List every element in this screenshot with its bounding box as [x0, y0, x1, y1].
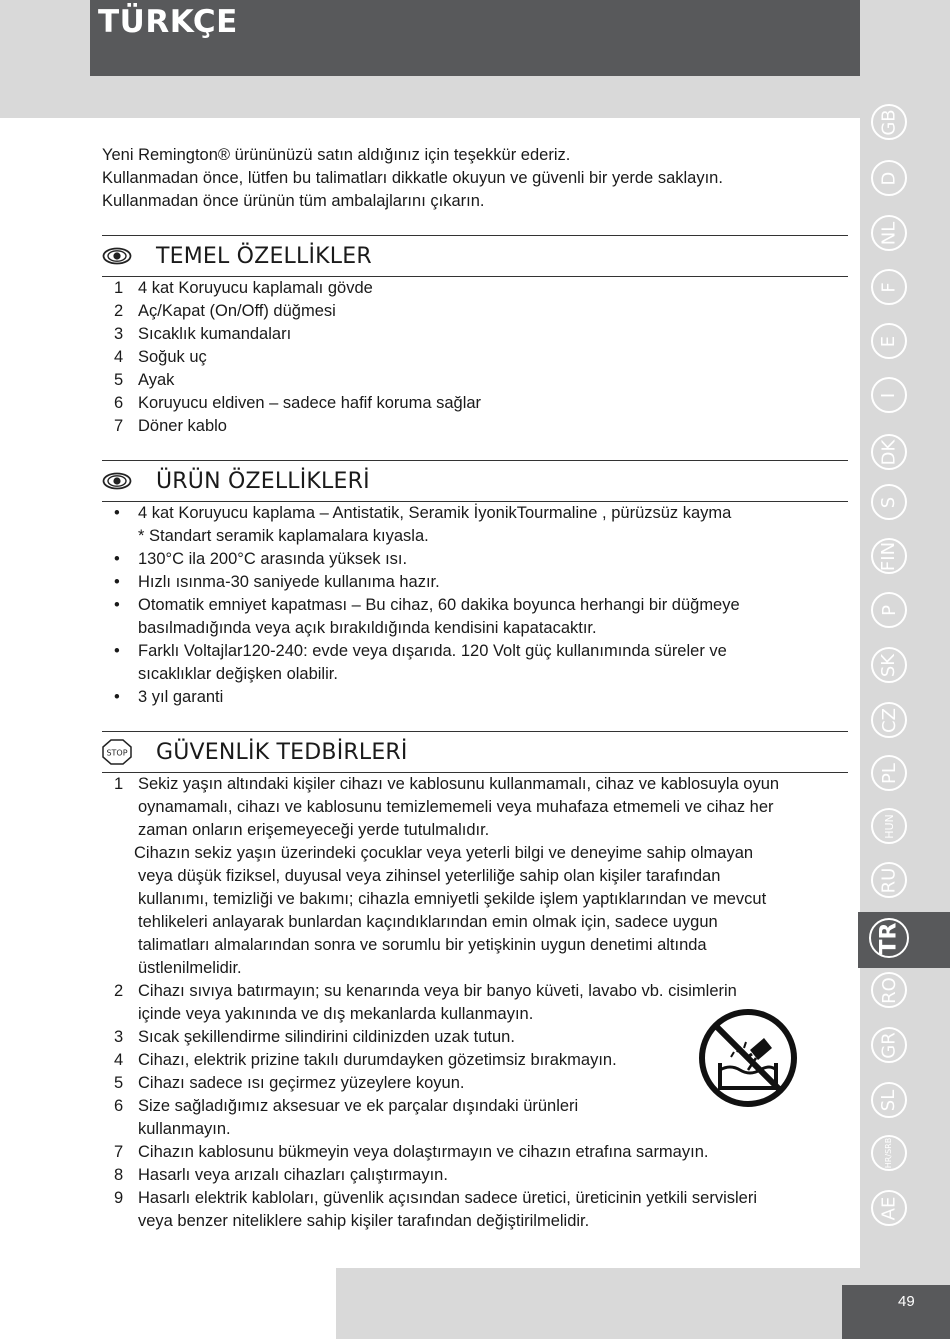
list-item: 5 Cihazı sadece ısı geçirmez yüzeylere koyun.: [114, 1074, 465, 1092]
safety-paragraph: Cihazın sekiz yaşın üzerindeki çocuklar veya yeterli bilgi ve deneyime sahip olmayan veya düşük fiziksel, duyusal veya zihinsel yeterliliğe sahip olan kişiler tarafından kullanımı, temizliği ve bakımı; cihazla emniyetli şekilde işlem yaptıklarından ve mevcut tehlikeleri anlayarak bunlardan kaçındıklarından emin olmak için, sadece uygun talimatları almalarından sonra ve sorumlu bir yetişkinin uygun denetimi altında üstlenilmelidir.: [134, 844, 767, 977]
lang-tab-nl[interactable]: NL: [871, 215, 907, 251]
list-item: 1 Sekiz yaşın altındaki kişiler cihazı ve kablosunu kullanmamalı, cihaz ve kablosuyla oyun oynamamalı, cihazı ve kablosunu temizlememeli veya muhafaza etmemeli ve cihaz her zaman onların erişemeyeceği yerde tutulmalıdır.: [114, 775, 780, 839]
header-bar: [90, 0, 860, 76]
lang-tab-fin[interactable]: FIN: [871, 538, 907, 574]
intro-text: [102, 144, 848, 213]
lang-tab-ru[interactable]: RU: [871, 862, 907, 898]
section-header: [102, 731, 848, 773]
page-title: TÜRKÇE: [98, 4, 238, 40]
list-item: • Hızlı ısınma-30 saniyede kullanıma hazır.: [102, 571, 848, 594]
lang-tab-ro[interactable]: RO: [871, 972, 907, 1008]
list-item: 9 Hasarlı elektrik kabloları, güvenlik açısından sadece üretici, üreticinin yetkili servisleri veya benzer niteliklere sahip kişiler tarafından değiştirilmelidir.: [114, 1189, 758, 1230]
list-item: 2 Cihazı sıvıya batırmayın; su kenarında veya bir banyo küveti, lavabo vb. cisimlerin içinde veya yakınında ve dış mekanlarda kullanmayın.: [114, 982, 737, 1023]
lang-tab-hun[interactable]: HUN: [871, 808, 907, 844]
lang-tab-dk[interactable]: DK: [871, 434, 907, 470]
stop-sign-icon: [102, 739, 134, 765]
section-title: TEMEL ÖZELLİKLER: [156, 243, 372, 269]
lang-tab-pl[interactable]: PL: [871, 755, 907, 791]
section-header: [102, 235, 848, 277]
list-item: • Farklı Voltajlar120-240: evde veya dışarıda. 120 Volt güç kullanımında süreler ve sıcaklıklar değişken olabilir.: [102, 640, 848, 686]
list-item: 3 Sıcak şekillendirme silindirini cildinizden uzak tutun.: [114, 1028, 515, 1046]
lang-tab-ae[interactable]: AE: [871, 1190, 907, 1226]
section-header: [102, 460, 848, 502]
list-item: 4 Soğuk uç: [114, 348, 207, 366]
page-number: 49: [898, 1293, 915, 1310]
lang-tab-gr[interactable]: GR: [871, 1027, 907, 1063]
list-item: 3 Sıcaklık kumandaları: [114, 325, 292, 343]
eye-icon: [102, 468, 134, 494]
section-key-features: [102, 235, 848, 438]
features-list: [102, 277, 848, 438]
lang-tab-p[interactable]: P: [871, 592, 907, 628]
product-features-list: [102, 502, 848, 709]
svg-text:STOP: STOP: [106, 748, 128, 758]
language-tabs: [858, 100, 920, 1240]
page-bottom-margin: [0, 1268, 336, 1339]
list-item: • 130°C ila 200°C arasında yüksek ısı.: [102, 548, 848, 571]
lang-tab-d[interactable]: D: [871, 160, 907, 196]
eye-icon: [102, 243, 134, 269]
lang-tab-sk[interactable]: SK: [871, 647, 907, 683]
section-title: GÜVENLİK TEDBİRLERİ: [156, 739, 408, 765]
list-item: 6 Size sağladığımız aksesuar ve ek parçalar dışındaki ürünleri kullanmayın.: [114, 1097, 579, 1138]
intro-line: Kullanmadan önce, lütfen bu talimatları dikkatle okuyun ve güvenli bir yerde saklayın.: [102, 169, 723, 187]
list-item: 1 4 kat Koruyucu kaplamalı gövde: [114, 279, 373, 297]
lang-tab-sl[interactable]: SL: [871, 1082, 907, 1118]
section-product-features: [102, 460, 848, 709]
list-item: 5 Ayak: [114, 371, 175, 389]
page-number-box: [842, 1285, 950, 1339]
list-item: 6 Koruyucu eldiven – sadece hafif koruma sağlar: [114, 394, 482, 412]
section-title: ÜRÜN ÖZELLİKLERİ: [156, 468, 370, 494]
list-item: • 4 kat Koruyucu kaplama – Antistatik, Seramik İyonikTourmaline , pürüzsüz kayma * Standart seramik kaplamalara kıyasla.: [102, 502, 848, 548]
lang-tab-tr[interactable]: TR: [869, 918, 909, 958]
lang-tab-hr-srb[interactable]: HR/SRB: [871, 1135, 907, 1171]
no-water-immersion-icon: [698, 1008, 798, 1108]
lang-tab-s[interactable]: S: [871, 484, 907, 520]
list-item: 8 Hasarlı veya arızalı cihazları çalıştırmayın.: [114, 1166, 448, 1184]
list-item: • Otomatik emniyet kapatması – Bu cihaz, 60 dakika boyunca herhangi bir düğmeye basılmadığında veya açık bırakıldığında kendisini kapatacaktır.: [102, 594, 848, 640]
lang-tab-e[interactable]: E: [871, 323, 907, 359]
section-safety: [102, 731, 848, 1233]
list-item: 4 Cihazı, elektrik prizine takılı durumdayken gözetimsiz bırakmayın.: [114, 1051, 617, 1069]
intro-line: Yeni Remington® ürününüzü satın aldığınız için teşekkür ederiz.: [102, 146, 571, 164]
list-item: 7 Cihazın kablosunu bükmeyin veya dolaştırmayın ve cihazın etrafına sarmayın.: [114, 1143, 709, 1161]
list-item: 2 Aç/Kapat (On/Off) düğmesi: [114, 302, 336, 320]
lang-tab-f[interactable]: F: [871, 269, 907, 305]
lang-tab-gb[interactable]: GB: [871, 104, 907, 140]
intro-line: Kullanmadan önce ürünün tüm ambalajlarını çıkarın.: [102, 192, 485, 210]
list-item: • 3 yıl garanti: [102, 686, 848, 709]
list-item: 7 Döner kablo: [114, 417, 227, 435]
safety-list: [102, 773, 848, 842]
lang-tab-i[interactable]: I: [871, 377, 907, 413]
lang-tab-cz[interactable]: CZ: [871, 702, 907, 738]
